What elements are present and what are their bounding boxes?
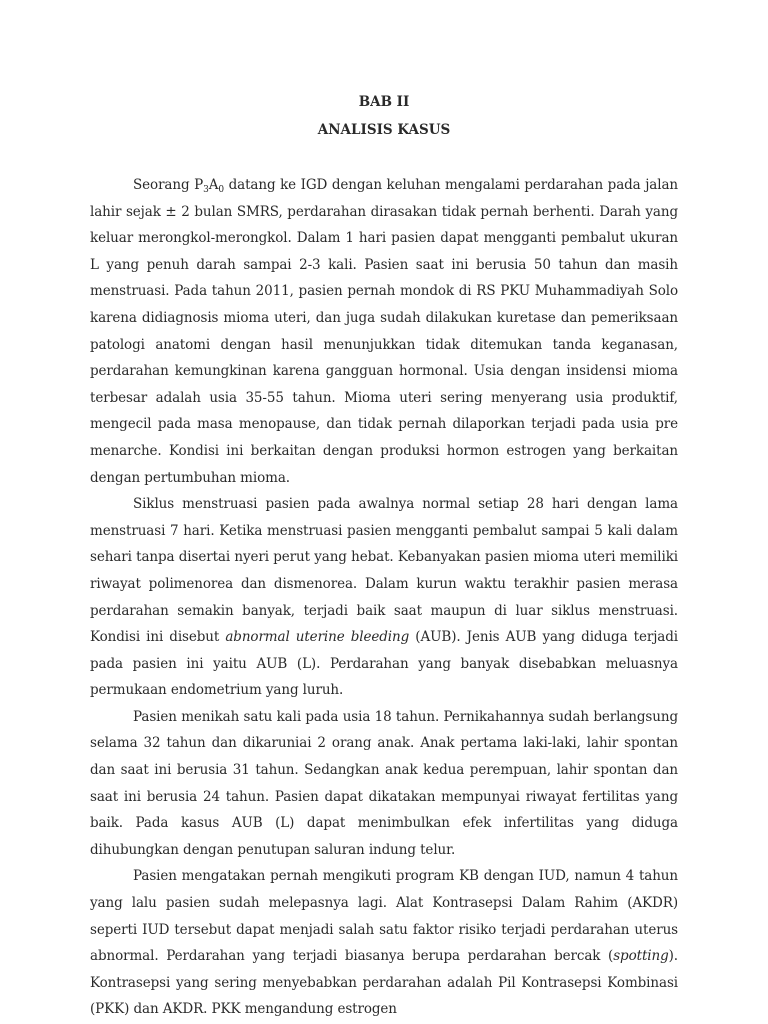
paragraph-4-text-a: Pasien mengatakan pernah mengikuti program KB dengan IUD, namun 4 tahun yang lalu pasien sudah melepasnya lagi. Alat Kontrasepsi Dalam Rahim (AKDR) seperti IUD tersebut dapat menjadi salah satu faktor risiko terjadi perdarahan uterus abnormal. Perdarahan yang terjadi biasanya berupa perdarahan bercak ( bbox=[90, 868, 678, 965]
document-page bbox=[90, 88, 678, 1023]
paragraph-2-text-a: Siklus menstruasi pasien pada awalnya normal setiap 28 hari dengan lama menstruasi 7 hari. Ketika menstruasi pasien mengganti pembalut sampai 5 kali dalam sehari tanpa disertai nyeri perut yang hebat. Kebanyakan pasien mioma uteri memiliki riwayat polimenorea dan dismenorea. Dalam kurun waktu terakhir pasien merasa perdarahan semakin banyak, terjadi baik saat maupun di luar siklus menstruasi. Kondisi ini disebut bbox=[90, 496, 678, 646]
paragraph-4-italic: spotting bbox=[613, 948, 669, 965]
paragraph-3: Pasien menikah satu kali pada usia 18 tahun. Pernikahannya sudah berlangsung selama 32 tahun dan dikaruniai 2 orang anak. Anak pertama laki-laki, lahir spontan dan saat ini berusia 31 tahun. Sedangkan anak kedua perempuan, lahir spontan dan saat ini berusia 24 tahun. Pasien dapat dikatakan mempunyai riwayat fertilitas yang baik. Pada kasus AUB (L) dapat menimbulkan efek infertilitas yang diduga dihubungkan dengan penutupan saluran indung telur. bbox=[90, 708, 678, 858]
paragraph-1 bbox=[90, 172, 678, 491]
paragraph-4-text-b: ). Kontrasepsi yang sering menyebabkan perdarahan adalah Pil Kontrasepsi Kombinasi (PKK) dan AKDR. PKK mengandung estrogen bbox=[90, 948, 678, 1018]
paragraph-1-text-c: datang ke IGD dengan keluhan mengalami perdarahan pada jalan lahir sejak ± 2 bulan SMRS, perdarahan dirasakan tidak pernah berhenti. Darah yang keluar merongkol-merongkol. Dalam 1 hari pasien dapat mengganti pembalut ukuran L yang penuh darah sampai 2-3 kali. Pasien saat ini berusia 50 tahun dan masih menstruasi. Pada tahun 2011, pasien pernah mondok di RS PKU Muhammadiyah Solo karena didiagnosis mioma uteri, dan juga sudah dilakukan kuretase dan pemeriksaan patologi anatomi dengan hasil menunjukkan tidak ditemukan tanda keganasan, perdarahan kemungkinan karena gangguan hormonal. Usia dengan insidensi mioma terbesar adalah usia 35-55 tahun. Mioma uteri sering menyerang usia produktif, mengecil pada masa menopause, dan tidak pernah dilaporkan terjadi pada usia pre menarche. Kondisi ini berkaitan dengan produksi hormon estrogen yang berkaitan dengan pertumbuhan mioma. bbox=[90, 177, 679, 486]
chapter-title: ANALISIS KASUS bbox=[317, 122, 451, 138]
paragraph-1-sub-2: 0 bbox=[218, 185, 225, 195]
paragraph-1-sub-1: 3 bbox=[203, 185, 209, 195]
paragraph-2-text-b: (AUB). Jenis AUB yang diduga terjadi pada pasien ini yaitu AUB (L). Perdarahan yang banyak disebabkan meluasnya permukaan endometrium yang luruh. bbox=[90, 629, 679, 699]
paragraph-1-text-a: Seorang P bbox=[133, 177, 204, 193]
paragraph-2 bbox=[90, 491, 678, 704]
paragraph-4 bbox=[90, 863, 678, 1023]
paragraph-2-italic: abnormal uterine bleeding bbox=[225, 629, 410, 646]
paragraph-1-text-b: A bbox=[208, 177, 219, 193]
chapter-heading: BAB II bbox=[358, 94, 410, 110]
